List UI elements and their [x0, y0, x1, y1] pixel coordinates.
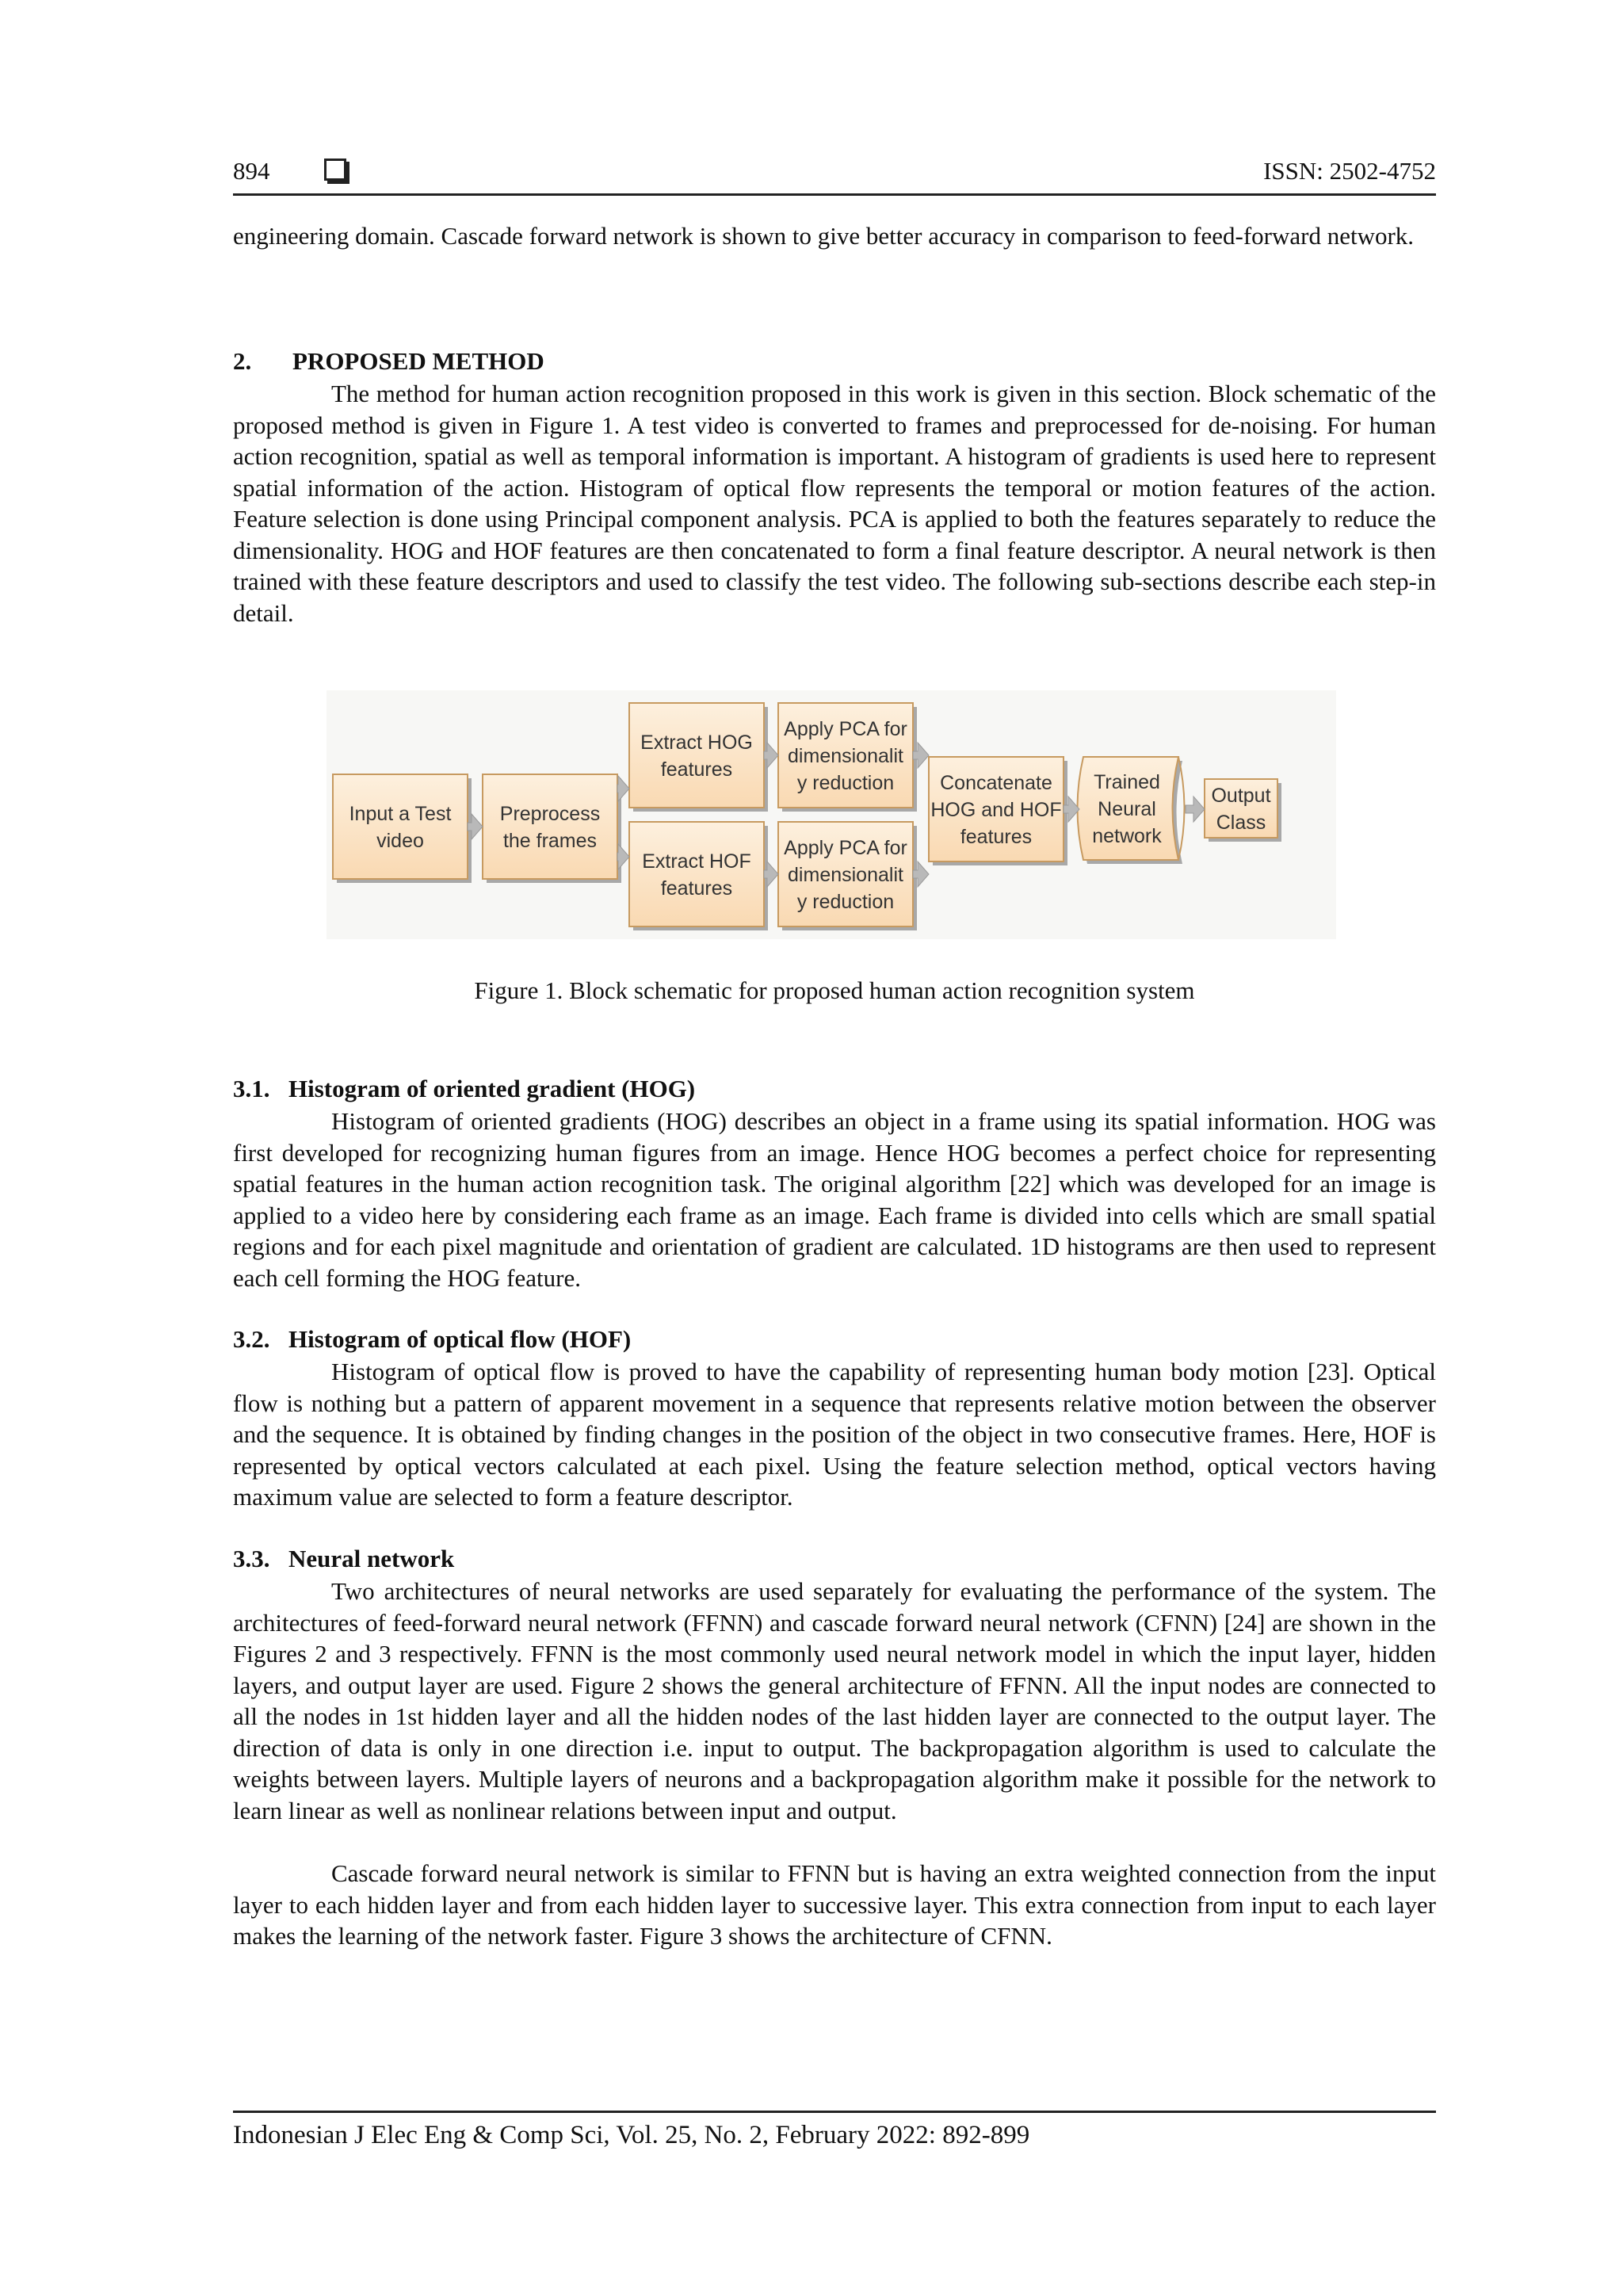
section-title: PROPOSED METHOD [292, 347, 544, 375]
pca-hog-label: dimensionalit [788, 745, 903, 767]
input-video-box [333, 774, 468, 879]
intro-paragraph-end: engineering domain. Cascade forward network is shown to give better accuracy in comparison to feed-forward network. [233, 222, 1415, 250]
section-3-3-body-2: Cascade forward neural network is similar to FFNN but is having an extra weighted connection from the input layer to each hidden layer and from each hidden layer to successive layer. This extra connection from input to each layer makes the learning of the network faster. Figure 3 shows the architecture of CFNN. [233, 1859, 1436, 1950]
issn: ISSN: 2502-4752 [1263, 157, 1436, 185]
section-number: 3.2. [233, 1325, 270, 1353]
extract-hof-label: Extract HOF [642, 850, 751, 873]
concatenate-label: features [960, 826, 1033, 848]
section-2-body: The method for human action recognition proposed in this work is given in this section. Block schematic of the proposed method is given in Figure 1. A test video is converted to frames and preprocessed for de-noising. For human action recognition, spatial as well as temporal information is important. A histogram of gradients is used here to represent spatial information of the action. Histogram of optical flow represents the temporal or motion features of the action. Feature selection is done using Principal component analysis. PCA is applied to both the features separately to reduce the dimensionality. HOG and HOF features are then concatenated to form a final feature descriptor. A neural network is then trained with these feature descriptors and used to classify the test video. The following sub-sections describe each step-in detail. [233, 380, 1436, 627]
section-3-2-body: Histogram of optical flow is proved to have the capability of representing human body motion [23]. Optical flow is nothing but a pattern of apparent movement in a sequence that represents relative motion between the observer and the sequence. It is obtained by finding changes in the position of the object in two consecutive frames. Here, HOF is represented by optical vectors calculated at each pixel. Using the feature selection method, optical vectors having maximum value are selected to form a feature descriptor. [233, 1358, 1436, 1511]
page-number: 894 [233, 157, 270, 185]
preprocess-label: Preprocess [499, 803, 601, 825]
section-3-3-heading [233, 1545, 454, 1573]
output-class-label: Class [1216, 812, 1266, 834]
square-bullet-icon [324, 159, 346, 181]
concatenate-label: Concatenate [940, 772, 1052, 794]
input-video-label: video [376, 830, 424, 852]
pca-hof-label: dimensionalit [788, 864, 903, 886]
page-footer: Indonesian J Elec Eng & Comp Sci, Vol. 25, No. 2, February 2022: 892-899 [233, 2111, 1436, 2150]
section-title: Neural network [288, 1545, 455, 1572]
extract-hog-label: features [660, 758, 733, 781]
section-title: Histogram of optical flow (HOF) [288, 1325, 632, 1353]
page-header [233, 155, 1436, 196]
figure-1-caption: Figure 1. Block schematic for proposed human action recognition system [474, 976, 1195, 1004]
arrow-preprocess-hog [617, 776, 629, 801]
pca-hof-label: Apply PCA for [784, 837, 907, 859]
section-3-1-body: Histogram of oriented gradients (HOG) describes an object in a frame using its spatial information. HOG was first developed for recognizing human figures from an image. Hence HOG becomes a perfect choice for representing spatial features in the human action recognition task. The original algorithm [22] which was developed for an image is applied to a video here by considering each frame as an image. Each frame is divided into cells which are small spatial regions and for each pixel magnitude and orientation of gradient are calculated. 1D histograms are then used to represent each cell forming the HOG feature. [233, 1107, 1436, 1292]
extract-hof-box [629, 822, 764, 926]
extract-hog-box [629, 703, 764, 808]
network-label: Trained [1094, 771, 1160, 793]
pca-hog-label: Apply PCA for [784, 718, 907, 740]
preprocess-box [483, 774, 617, 879]
section-number: 3.1. [233, 1075, 270, 1102]
output-class-label: Output [1211, 785, 1271, 807]
block-schematic [327, 690, 1336, 939]
network-label: Neural [1098, 798, 1156, 820]
section-title: Histogram of oriented gradient (HOG) [288, 1075, 696, 1102]
arrow-network-output [1186, 797, 1205, 822]
section-3-1-heading [233, 1075, 695, 1103]
network-label: network [1092, 825, 1162, 847]
pca-hog-label: y reduction [796, 772, 895, 794]
input-video-label: Input a Test [349, 803, 452, 825]
section-2-heading [233, 347, 544, 376]
section-3-3-body-1: Two architectures of neural networks are used separately for evaluating the performance of the system. The architectures of feed-forward neural network (FFNN) and cascade forward neural network (CFNN) [24] are shown in the Figures 2 and 3 respectively. FFNN is the most commonly used neural network model in which the input layer, hidden layers, and output layer are used. Figure 2 shows the general architecture of FFNN. All the input nodes are connected to all the nodes in 1st hidden layer and all the hidden nodes of the last hidden layer are connected to the output layer. The direction of data is only in one direction i.e. input to output. The backpropagation algorithm is used to calculate the weights between layers. Multiple layers of neurons and a backpropagation algorithm make it possible for the network to learn linear as well as nonlinear relations between input and output. [233, 1577, 1436, 1824]
preprocess-label: the frames [502, 830, 598, 852]
concatenate-label: HOG and HOF [930, 799, 1062, 821]
section-number: 3.3. [233, 1545, 270, 1572]
extract-hog-label: Extract HOG [640, 732, 753, 754]
extract-hof-label: features [660, 877, 733, 900]
pca-hof-label: y reduction [796, 891, 895, 913]
figure-1 [327, 690, 1336, 939]
section-number: 2. [233, 347, 252, 375]
section-3-2-heading [233, 1325, 631, 1354]
arrow-preprocess-hof [617, 844, 629, 869]
